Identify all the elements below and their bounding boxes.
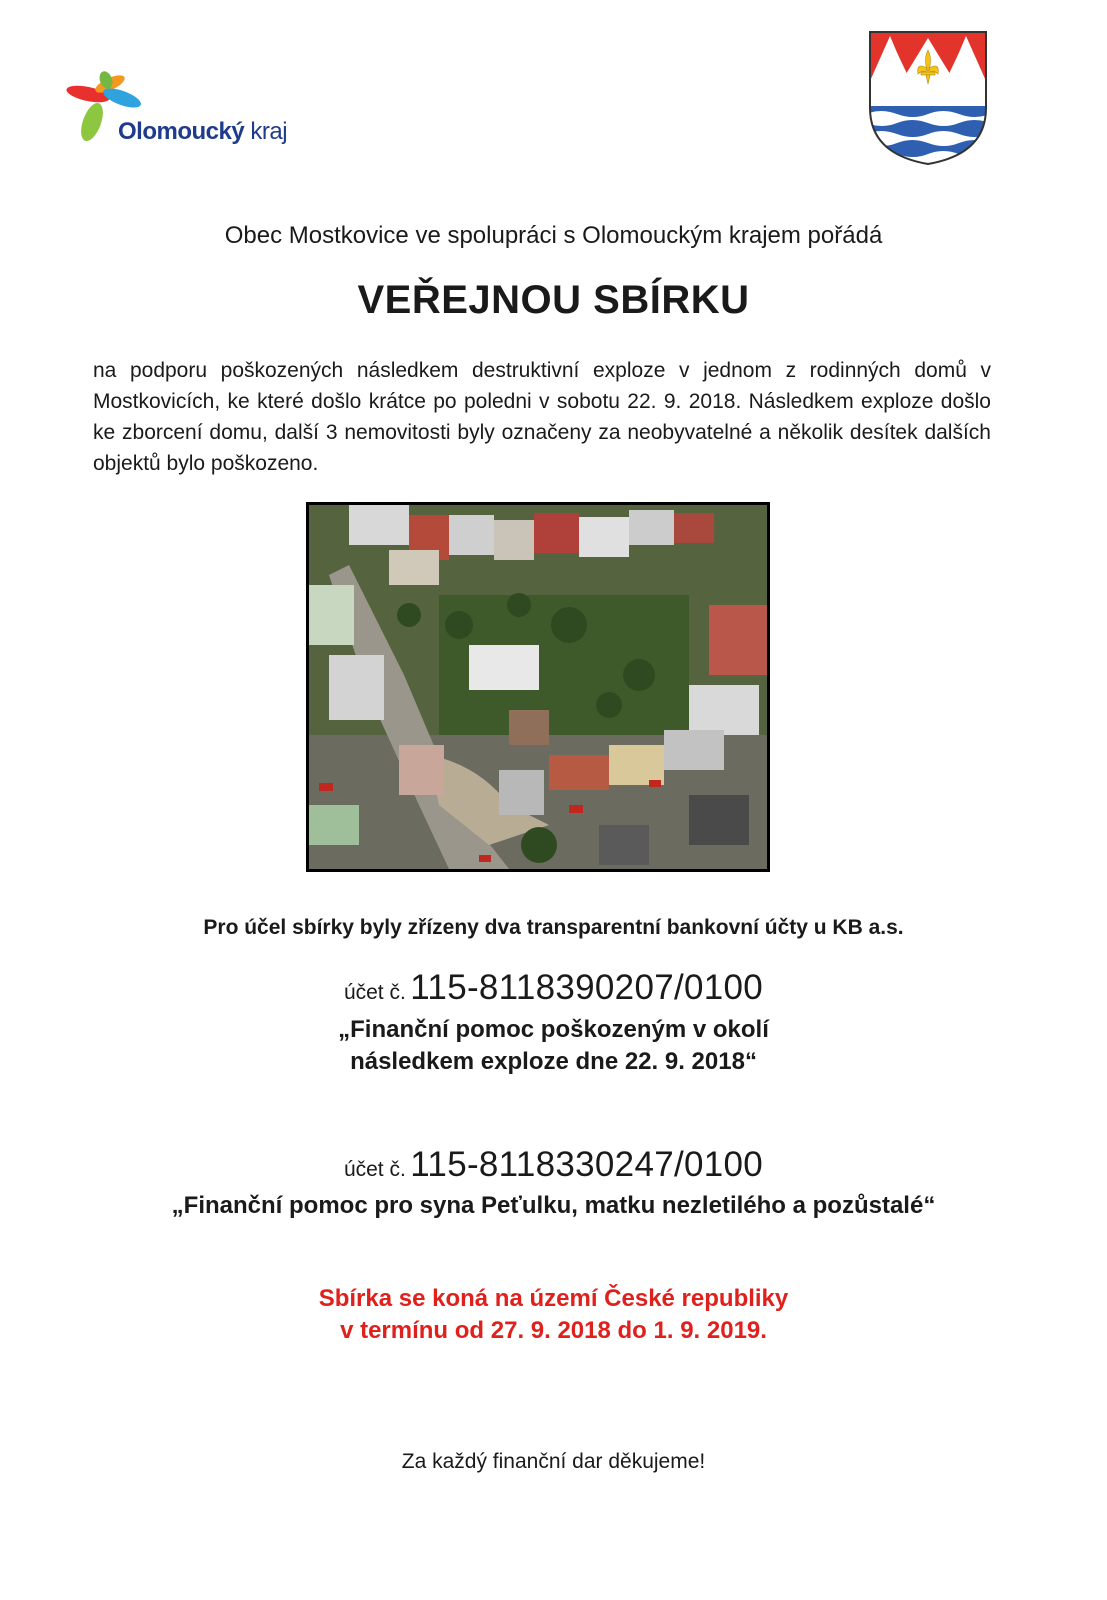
account-label: účet č. [343, 981, 406, 1004]
poster-title: VEŘEJNOU SBÍRKU [357, 278, 750, 322]
notice-line: v termínu od 27. 9. 2018 do 1. 9. 2019. [340, 1317, 767, 1344]
thanks-line: Za každý finanční dar děkujeme! [401, 1450, 706, 1473]
collection-notice [0, 1283, 1107, 1347]
account-purpose-line: „Finanční pomoc poškozeným v okolí [338, 1016, 769, 1043]
account-1-purpose [0, 1014, 1107, 1078]
account-purpose-line: „Finanční pomoc pro syna Peťulku, matku nezletilého a pozůstalé“ [171, 1192, 936, 1219]
account-label: účet č. [343, 1158, 406, 1181]
logo-text-regular: kraj [250, 118, 288, 145]
municipal-coat-of-arms-icon [866, 28, 990, 168]
intro-line: Obec Mostkovice ve spolupráci s Olomouckým krajem pořádá [224, 222, 883, 249]
notice-line: Sbírka se koná na území České republiky [318, 1285, 789, 1312]
account-1 [0, 968, 1107, 1008]
olomoucky-kraj-logo [62, 70, 322, 160]
account-number: 115-8118390207/0100 [410, 968, 764, 1007]
account-2 [0, 1145, 1107, 1185]
account-number: 115-8118330247/0100 [410, 1145, 764, 1184]
account-2-purpose [0, 1190, 1107, 1222]
logo-text [118, 118, 287, 146]
aerial-photo-explosion-site [306, 502, 770, 872]
accounts-intro: Pro účel sbírky byly zřízeny dva transparentní bankovní účty u KB a.s. [203, 916, 904, 939]
logo-text-bold: Olomoucký [118, 118, 245, 145]
description-paragraph: na podporu poškozených následkem destruktivní exploze v jednom z rodinných domů v Mostkovicích, ke které došlo krátce po poledni v sobotu 22. 9. 2018. Následkem exploze došlo ke zborcení domu, další 3 nemovitosti byly označeny za neobyvatelné a několik desítek dalších objektů bylo poškozeno. [93, 359, 991, 475]
aerial-photo-image [309, 505, 767, 869]
account-purpose-line: následkem exploze dne 22. 9. 2018“ [350, 1048, 757, 1075]
